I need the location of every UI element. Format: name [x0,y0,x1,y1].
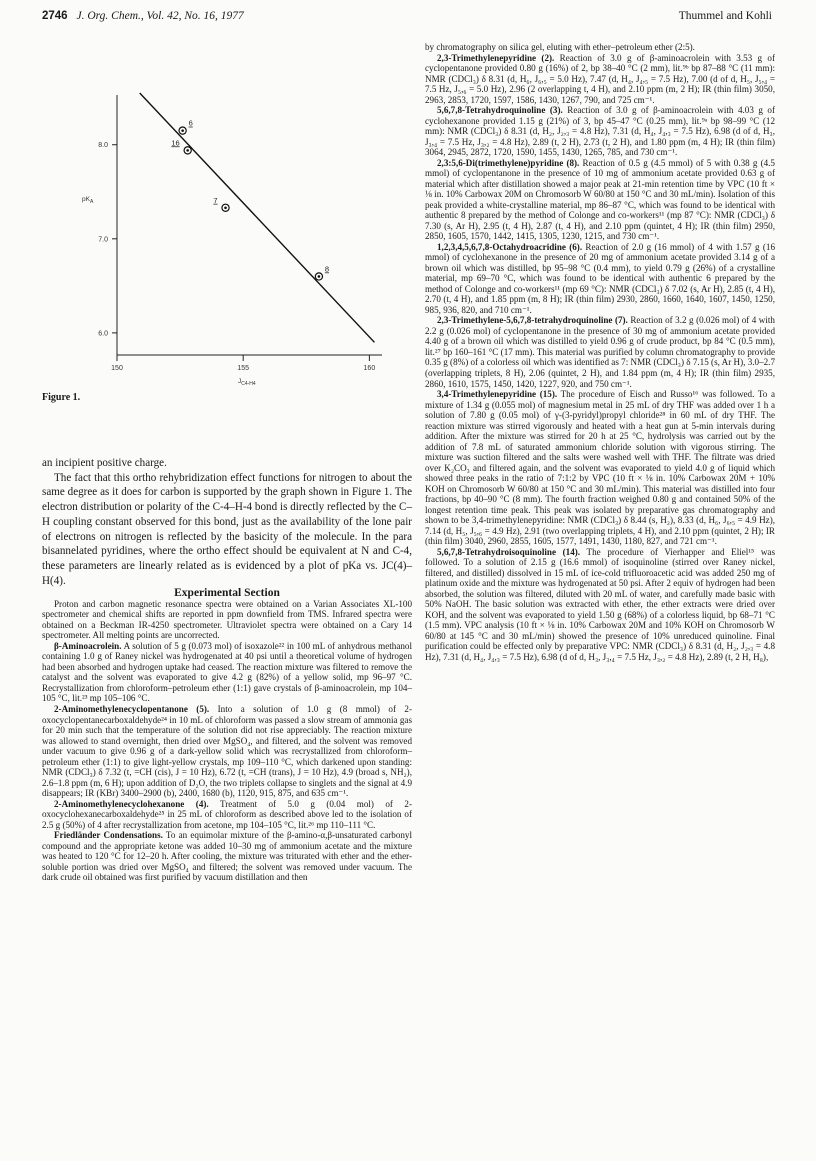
x-tick-label: 155 [237,365,250,372]
paragraph-friedlander [42,830,412,883]
y-tick-label: 6.0 [98,330,108,338]
paragraph-compound-3 [425,105,775,158]
compound-body: Reaction of 0.5 g (4.5 mmol) of 5 with 0.38 g (4.5 mmol) of cyclopentanone in the presence of 10 mg of ammonium acetate provided 0.63 g of material which after distillation showed a major peak at 21-min retention time by VPC (10 ft × ⅛ in. 10% Carbowax 20M on Chromosorb W 60/80 at 150 °C and 30 mL/min). Isolation of this peak provided a white-crystalline material, mp 86–87 °C, which was found to be identical with authentic 8 prepared by the method of Colonge and co-workers¹¹ (mp 87 °C): NMR (CDCl₃) δ 7.30 (s, Ar H), 2.95 (t, 4 H), 2.87 (t, 4 H), and 2.10 ppm (quintet, 4 H); IR (thin film) 2950, 2850, 1605, 1570, 1442, 1415, 1305, 1230, 1215, and 730 cm⁻¹. [425,157,775,242]
data-point-6 [179,119,193,135]
compound-title: 2,3-Trimethylene-5,6,7,8-tetrahydroquinoline (7). [437,315,628,326]
y-tick-label: 8.0 [98,142,108,150]
compound-title: 2,3:5,6-Di(trimethylene)pyridine (8). [437,157,580,168]
paragraph-compound-6 [425,242,775,316]
compound-title: Friedländer Condensations. [54,830,163,841]
compound-title: 2,3-Trimethylenepyridine (2). [437,52,555,63]
compound-body: Reaction of 2.0 g (16 mmol) of 4 with 1.57 g (16 mmol) of cyclohexanone in the presence of 20 mg of ammonium acetate provided 3.14 g of a brown oil which was distilled, bp 95–98 °C (0.4 mm), to yield 0.79 g (26%) of a crystalline material, mp 69–70 °C, which was found to be identical with authentic 6 prepared by the method of Colonge and co-workers¹¹ (mp 69 °C): NMR (CDCl₃) δ 7.02 (s, Ar H), 2.85 (t, 4 H), 2.70 (t, 4 H), and 1.85 ppm (m, 8 H); IR (thin film) 2930, 2860, 1660, 1640, 1607, 1450, 1250, 985, 936, 820, and 710 cm⁻¹. [425,241,775,315]
compound-title: 1,2,3,4,5,6,7,8-Octahydroacridine (6). [437,241,583,252]
compound-title: 5,6,7,8-Tetrahydroisoquinoline (14). [437,546,581,557]
compound-body: The procedure of Vierhapper and Eliel¹⁵ was followed. To a solution of 2.15 g (16.6 mmol) of isoquinoline (stirred over Raney nickel, filtered, and distilled) dissolved in 15 mL of ice-cold trifluoroacetic acid was added 250 mg of platinum oxide and the mixture was hydrogenated at 50 psi. After 2 equiv of hydrogen had been absorbed, the solution was filtered, diluted with 20 mL of water, and carefully made basic with 50% NaOH. The basic solution was extracted with ether, the ether extracts were dried over KOH, and the solvent was evaporated to yield 1.50 g (68%) of a colorless liquid, bp 68–71 °C (1.5 mm). VPC analysis (10 ft × ⅛ in. 10% Carbowax 20M and 10% KOH on Chromosorb W 60/80 at 145 °C and 30 mL/min) showed the presence of 10% unreduced quinoline. Final purification could be effected only by preparative VPC: NMR (CDCl₃) δ 8.31 (d, H₂, J₂,₃ = 4.8 Hz), 7.31 (d, H₄, J₄,₃ = 7.5 Hz), 6.98 (d of d, H₃, J₃,₄ = 7.5 Hz, J₃,₂ = 4.8 Hz), 2.89 (t, 2 H, H₈), [425,546,775,662]
compound-title: 5,6,7,8-Tetrahydroquinoline (3). [437,105,563,116]
header-left [42,10,244,22]
paragraph-methods: Proton and carbon magnetic resonance spectra were obtained on a Varian Associates XL-100 spectrometer and chemical shifts are reported in ppm downfield from TMS. Infrared spectra were obtained on a Beckman IR-4250 spectrometer. Ultraviolet spectra were obtained on a Cary 14 spectrometer. All melting points are uncorrected. [42,598,412,641]
point-label: 6 [188,118,193,128]
compound-body: A solution of 5 g (0.073 mol) of isoxazole²² in 100 mL of anhydrous methanol containing 1.0 g of Raney nickel was hydrogenated at 40 psi until a theoretical volume of hydrogen had been absorbed and hydrogen uptake had ceased. The reaction mixture was filtered to remove the catalyst and the solvent was evaporated to give 4.2 g (82%) of a yellow solid, mp 96–97 °C. Recrystallization from chloroform–petroleum ether (1:1) gave crystals of β-aminoacrolein, mp 104–105 °C, lit.²³ mp 105–106 °C. [42,640,412,704]
y-tick-label: 7.0 [98,236,108,244]
x-tick-label: 150 [111,365,123,372]
discussion-text [42,456,412,588]
paragraph-compound-8 [425,158,775,242]
point-center [181,129,184,132]
x-tick-label: 160 [363,365,376,372]
paragraph-compound-15 [425,389,775,547]
chart-axes [98,95,382,372]
compound-title: 2-Aminomethylenecyclohexanone (4). [54,798,209,809]
compound-title: 3,4-Trimethylenepyridine (15). [437,389,558,400]
paragraph-continuation: an incipient positive charge. [42,457,167,469]
figure-1 [60,85,390,395]
paragraph-compound-14 [425,547,775,663]
pka-vs-j-chart [60,85,390,395]
paragraph-compound-5 [42,704,412,799]
compound-body: Reaction of 3.0 g of β-aminoacrolein with 3.53 g of cyclopentanone provided 0.80 g (16%) of 2, bp 38–40 °C (2 mm), lit.⁹ᵇ bp 87–88 °C (11 mm): NMR (CDCl₃) δ 8.31 (d, H₆, J₆,₅ = 5.0 Hz), 7.47 (d, H₄, J₄,₅ = 7.5 Hz), 7.00 (d of d, H₅, J₅,₄ = 7.5 Hz, J₅,₆ = 5.0 Hz), 2.96 (2 overlapping t, 4 H), and 2.10 ppm (m, 2 H); IR (thin film) 3050, 2963, 2853, 1720, 1597, 1586, 1430, 1267, 790, and 725 cm⁻¹. [425,52,775,105]
page-header [42,10,772,28]
point-label: 16 [171,138,180,148]
point-center [186,149,189,152]
left-column [42,456,412,883]
fit-line [140,93,375,342]
paragraph-aminoacrolein [42,641,412,704]
compound-body: Treatment of 5.0 g (0.04 mol) of 2-oxocyclohexanecarboxaldehyde²⁵ in 25 mL of chloroform as described above led to the isolation of 2.5 g (50%) of 4 after recrystallization from acetone, mp 104–105 °C, lit.²⁶ mp 110–111 °C. [42,798,412,830]
y-axis-label: $pK_A$ [82,196,94,205]
figure-caption: Figure 1. [42,392,81,403]
paragraph-ortho-effect: The fact that this ortho rehybridization effect functions for nitrogen to about the same degree as it does for carbon is supported by the graph shown in Figure 1. The electron distribution or polarity of the C-4–H-4 bond is directly reflected by the C–H coupling constant observed for this bond, just as the availability of the lone pair of electrons on nitrogen is reflected by the basicity of the molecule. In the para bisannelated pyridines, where the ortho effect should be equivalent at N and C-4, these parameters are linearly related as is evidenced by a plot of pKa vs. JC(4)–H(4). [42,471,412,587]
compound-body: Reaction of 3.2 g (0.026 mol) of 4 with 2.2 g (0.026 mol) of cyclopentanone in the presence of 30 mg of ammonium acetate provided 4.40 g of a brown oil which was distilled to yield 0.96 g of crude product, bp 84 °C (0.5 mm), lit.²⁷ bp 160–161 °C (17 mm). This material was purified by column chromatography to provide 0.35 g (8%) of a colorless oil which was identified as 7: NMR (CDCl₃) δ 7.15 (s, Ar H), 3.0–2.7 (overlapping triplets, 8 H), 2.06 (quintet, 2 H), and 1.84 ppm (m, 4 H); IR (thin film) 2935, 2860, 1610, 1575, 1450, 1420, 1227, 920, and 750 cm⁻¹. [425,315,775,389]
point-center [224,206,227,209]
paragraph-compound-7 [425,315,775,389]
paragraph-continuation: by chromatography on silica gel, eluting with ether–petroleum ether (2:5). [425,42,695,52]
page-number: 2746 [42,10,68,22]
compound-body: The procedure of Eisch and Russo¹⁶ was followed. To a mixture of 1.34 g (0.055 mol) of magnesium metal in 25 mL of dry THF was added over 1 h a solution of 7.80 g (0.05 mol) of γ-(3-pyridyl)propyl chloride²⁸ in 60 mL of dry THF. The reaction mixture was stirred vigorously and heated with a heat gun at 5-min intervals during addition. After the mixture was stirred for 20 h at 25 °C, hydrolysis was carried out by the addition of 7.8 mL of saturated ammonium chloride solution with vigorous stirring. The mixture was suction filtered and the salts were washed well with THF. The filtrate was dried over K₂CO₃ and filtered again, and the solvent was evaporated to yield 4.0 g of liquid which showed three peaks in the ratio of 7:1:2 by VPC (10 ft × ⅛ in. 10% Carbowax 20M + 10% KOH on Chromosorb W 60/80 at 150 °C and 30 mL/min). This material was distilled into four fractions, bp 40–90 °C (8 mm). The fourth fraction weighed 0.80 g and contained 50% of the longest retention time peak. This peak was isolated by preparative gas chromatography and shown to be 3,4-trimethylenepyridine: NMR (CDCl₃) δ 8.44 (s, H₂), 8.33 (d, H₆, J₆,₅ = 4.9 Hz), 7.14 (d, H₅, J₅,₆ = 4.9 Hz), 2.91 (two overlapping triplets, 4 H), and 2.10 ppm (quintet, 2 H); IR (thin film) 3040, 2960, 2855, 1605, 1577, 1491, 1430, 1180, 827, and 721 cm⁻¹. [425,389,775,547]
data-point-8 [315,264,329,280]
compound-title: β-Aminoacrolein. [54,640,122,651]
compound-title: 2-Aminomethylenecyclopentanone (5). [54,704,210,714]
compound-body: To an equimolar mixture of the β-amino-α,β-unsaturated carbonyl compound and the appropriate ketone was added 10–30 mg of ammonium acetate and the mixture was heated to 120 °C for 12–20 h. After cooling, the mixture was triturated with ether and the ether-soluble portion was dried over MgSO₄ and filtered; the solvent was removed under vacuum. The dark crude oil obtained was first purified by vacuum distillation and then [42,830,412,883]
paragraph-compound-4 [42,799,412,831]
x-axis-label: $J_{C4-H4}$ [238,378,256,387]
section-heading: Experimental Section [174,587,280,600]
compound-body: Reaction of 3.0 g of β-aminoacrolein with 4.03 g of cyclohexanone provided 1.15 g (21%) of 3, bp 45–47 °C (0.25 mm), lit.⁹ᵃ bp 98–99 °C (12 mm): NMR (CDCl₃) δ 8.31 (d, H₂, J₂,₃ = 4.8 Hz), 7.31 (d, H₄, J₄,₃ = 7.5 Hz), 6.98 (d of d, H₃, J₃,₄ = 7.5 Hz, J₃,₂ = 4.8 Hz), 2.89 (t, 2 H), 2.73 (t, 2 H), and 1.80 ppm (m, 4 H); IR (thin film) 3064, 2945, 2872, 1720, 1590, 1455, 1430, 1265, 785, and 730 cm⁻¹. [425,105,775,158]
point-center [318,275,321,278]
data-point-7 [213,196,229,212]
compound-body: Into a solution of 1.0 g (8 mmol) of 2-oxocyclopentanecarboxaldehyde²⁴ in 10 mL of chloroform was passed a slow stream of ammonia gas for 20 min such that the temperature of the solution did not rise appreciably. The reaction mixture was allowed to stand overnight, then dried over MgSO₄, and filtered, and the solvent was removed under vacuum to give 0.96 g of a dark-yellow solid which was recrystallized from chloroform–petroleum ether (1:1) to give light-yellow crystals, mp 109–110 °C, which darkened upon standing: NMR (CDCl₃) δ 7.32 (t, =CH (cis), J = 10 Hz), 6.72 (t, =CH (trans), J = 10 Hz), 4.9 (broad s, NH₂), 2.6–1.8 ppm (m, 6 H); upon addition of D₂O, the two triplets collapse to singlets and the signal at 4.9 disappears; IR (KBr) 3400–2900 (b), 2400, 1680 (b), 1120, 915, 875, and 635 cm⁻¹. [42,704,412,799]
point-label: 7 [213,195,218,205]
data-point-16 [171,138,191,154]
paragraph-compound-2 [425,53,775,106]
right-column [425,42,775,662]
journal-citation: J. Org. Chem., Vol. 42, No. 16, 1977 [76,10,244,22]
header-authors: Thummel and Kohli [678,10,772,22]
point-label: 8 [324,264,330,274]
chart-marks [140,93,375,342]
